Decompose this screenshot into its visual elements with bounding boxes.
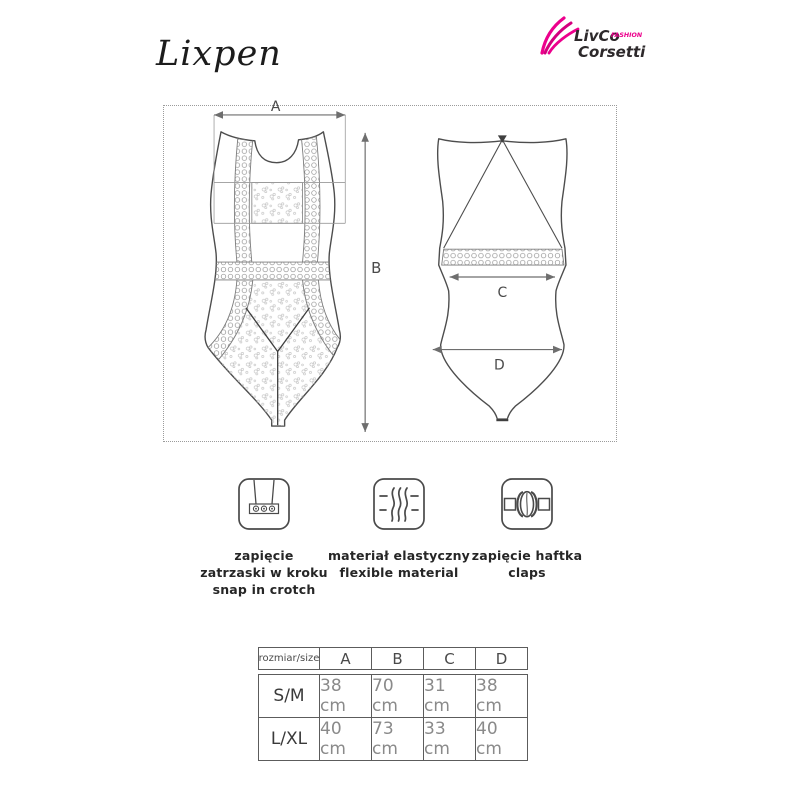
caption-line: flexible material bbox=[339, 565, 459, 580]
size-table bbox=[258, 647, 528, 761]
row-value: 31 cm bbox=[423, 675, 475, 717]
row-size-label: L/XL bbox=[259, 717, 319, 760]
logo-swoosh-icon bbox=[542, 18, 578, 53]
back-waist-lace-band bbox=[442, 249, 564, 265]
row-value: 33 cm bbox=[423, 717, 475, 760]
measure-label-a: A bbox=[270, 98, 281, 115]
row-value: 40 cm bbox=[319, 717, 371, 760]
measure-label-b: B bbox=[371, 259, 382, 278]
table-corner-label: rozmiar/size bbox=[258, 653, 320, 664]
caption-line: zapięcie haftka bbox=[471, 548, 583, 563]
table-col-b: B bbox=[371, 648, 423, 669]
logo-text-top: LivCo bbox=[574, 27, 620, 45]
measurement-diagram bbox=[163, 98, 617, 442]
front-view-drawing bbox=[205, 115, 348, 426]
logo-text-fashion: FASHION bbox=[611, 32, 643, 39]
snap-in-crotch-icon bbox=[237, 477, 291, 531]
brand-logo-icon bbox=[538, 14, 646, 66]
caption-line: zapięcie bbox=[234, 548, 294, 563]
measure-label-d: D bbox=[493, 357, 505, 374]
table-col-d: D bbox=[475, 648, 527, 669]
table-col-a: A bbox=[319, 648, 371, 669]
row-value: 73 cm bbox=[371, 717, 423, 760]
row-value: 38 cm bbox=[475, 675, 527, 717]
measure-label-c: C bbox=[497, 284, 508, 301]
row-value: 38 cm bbox=[319, 675, 371, 717]
page-title: Lixpen bbox=[156, 34, 282, 74]
size-table-body bbox=[258, 674, 528, 761]
measure-arrow-b bbox=[361, 133, 369, 432]
front-chest-lace-panel bbox=[252, 183, 303, 224]
caption-line: claps bbox=[508, 565, 546, 580]
flexible-material-icon bbox=[372, 477, 426, 531]
caption-line: zatrzaski w kroku bbox=[200, 565, 328, 580]
brand-logo bbox=[538, 14, 646, 66]
row-value: 40 cm bbox=[475, 717, 527, 760]
hook-clasp-icon bbox=[500, 477, 554, 531]
front-waist-lace-band bbox=[214, 262, 331, 280]
caption-line: materiał elastyczny bbox=[327, 548, 471, 563]
logo-text-bottom: Corsetti bbox=[578, 43, 646, 61]
caption-line: snap in crotch bbox=[212, 582, 316, 597]
table-col-c: C bbox=[423, 648, 475, 669]
feature-caption bbox=[439, 547, 615, 581]
feature-hook-clasp bbox=[439, 477, 615, 581]
row-value: 70 cm bbox=[371, 675, 423, 717]
row-size-label: S/M bbox=[273, 686, 305, 706]
size-table-header bbox=[258, 647, 528, 670]
